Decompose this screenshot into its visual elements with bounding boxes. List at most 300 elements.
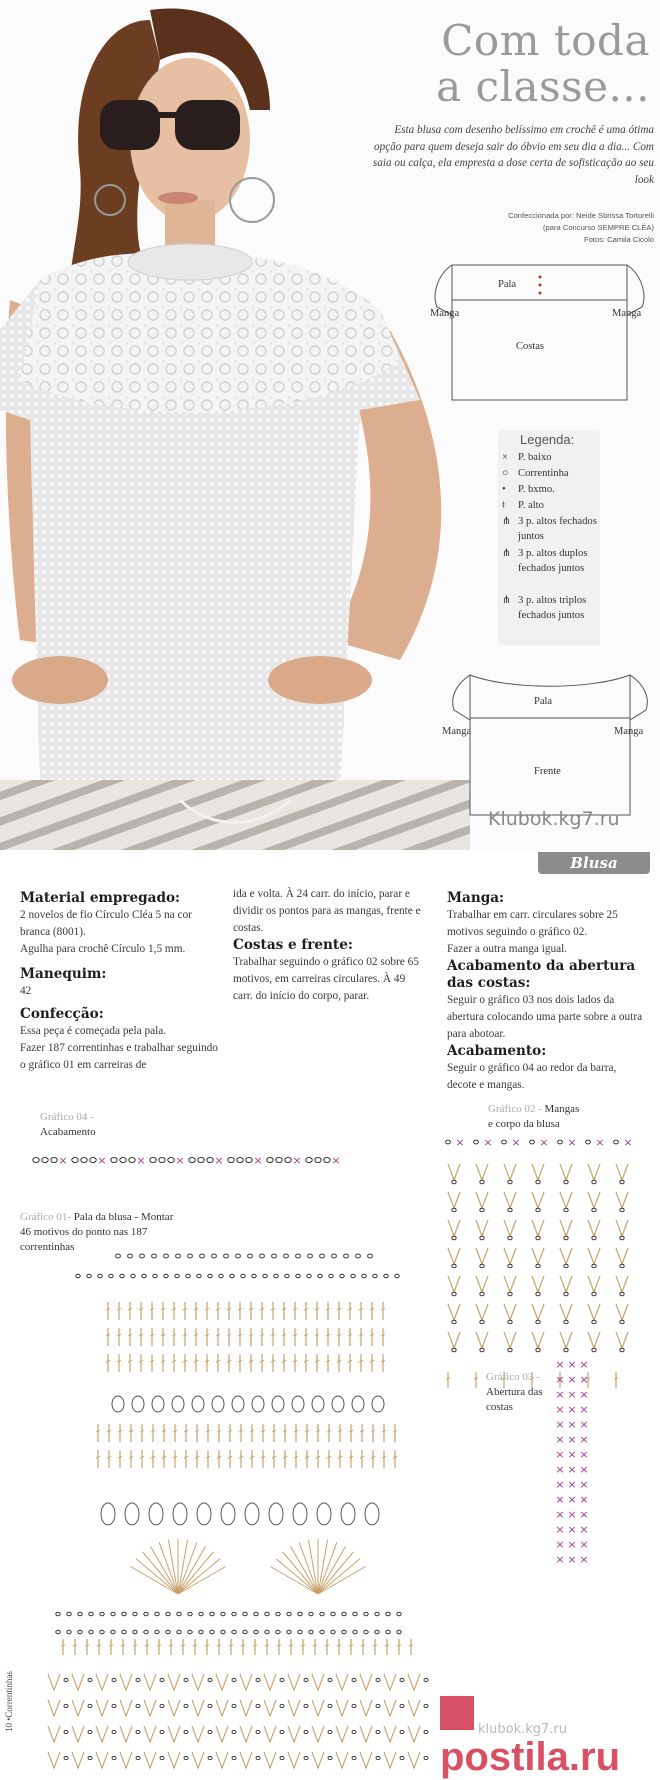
chain-stitch bbox=[76, 1274, 80, 1278]
v-stitch bbox=[532, 1192, 544, 1208]
manga-text-2: Fazer a outra manga igual. bbox=[447, 943, 568, 955]
chain-stitch bbox=[160, 1756, 164, 1759]
chain-stitch bbox=[188, 1254, 193, 1258]
chain-stitch bbox=[331, 1612, 335, 1616]
chain-stitch bbox=[160, 1730, 164, 1733]
v-stitch bbox=[560, 1276, 572, 1292]
v-stitch bbox=[168, 1700, 180, 1716]
chain-stitch bbox=[285, 1157, 291, 1162]
chain-stitch bbox=[287, 1612, 291, 1616]
chain-stitch bbox=[309, 1612, 313, 1616]
single-stitch: × bbox=[555, 1478, 565, 1491]
chain-stitch bbox=[328, 1730, 332, 1733]
chain-stitch bbox=[296, 1254, 301, 1258]
chain-stitch bbox=[364, 1612, 368, 1616]
v-stitch bbox=[616, 1164, 628, 1180]
chain-stitch bbox=[276, 1630, 280, 1634]
v-stitch bbox=[72, 1700, 84, 1716]
material-text-2: Agulha para crochê Círculo 1,5 mm. bbox=[20, 943, 186, 955]
v-stitch bbox=[336, 1726, 348, 1742]
x-stitch-icon: × bbox=[502, 452, 508, 463]
v-stitch bbox=[288, 1674, 300, 1690]
single-stitch: × bbox=[97, 1154, 107, 1167]
v-stitch bbox=[588, 1192, 600, 1208]
chain-stitch bbox=[197, 1274, 201, 1278]
single-stitch: × bbox=[175, 1154, 185, 1167]
chain-stitch bbox=[272, 1254, 277, 1258]
v-stitch bbox=[560, 1248, 572, 1264]
grafico-04-caption: Acabamento bbox=[40, 1126, 96, 1138]
headline-line-1: Com toda bbox=[441, 16, 650, 65]
grafico-01-caption-3: correntinhas bbox=[20, 1241, 75, 1253]
v-stitch bbox=[120, 1752, 132, 1768]
chain-stitch bbox=[246, 1157, 252, 1162]
chain-stitch bbox=[144, 1612, 148, 1616]
v-stitch bbox=[476, 1332, 488, 1348]
v-stitch bbox=[560, 1332, 572, 1348]
chain-stitch bbox=[285, 1274, 289, 1278]
material-text-1: 2 novelos de fio Círculo Cléa 5 na cor branca (8001). bbox=[20, 909, 192, 938]
cluster-stitch bbox=[293, 1503, 307, 1525]
legend-label: P. baixo bbox=[518, 452, 552, 463]
single-stitch: × bbox=[214, 1154, 224, 1167]
magazine-bottom-page bbox=[0, 852, 660, 1779]
article-credits bbox=[420, 210, 654, 246]
v-stitch bbox=[48, 1674, 60, 1690]
cluster-3dc-icon: ⋔ bbox=[502, 516, 511, 527]
grafico-04-title bbox=[40, 1110, 96, 1140]
credit-photos: Fotos: Camila Cicolo bbox=[583, 235, 654, 244]
chain-stitch bbox=[352, 1678, 356, 1681]
chain-stitch bbox=[111, 1630, 115, 1634]
chain-stitch bbox=[221, 1630, 225, 1634]
v-stitch bbox=[288, 1752, 300, 1768]
single-stitch: × bbox=[539, 1136, 549, 1149]
v-stitch bbox=[192, 1700, 204, 1716]
v-stitch bbox=[408, 1674, 420, 1690]
chain-stitch bbox=[184, 1704, 188, 1707]
legend-label: Correntinha bbox=[518, 468, 569, 479]
confeccao-text-3: ida e volta. À 24 carr. do início, parar e dividir os pontos para as mangas, frente e costas. bbox=[233, 888, 421, 934]
v-stitch bbox=[360, 1674, 372, 1690]
legend-item-3-duplos bbox=[502, 546, 600, 576]
chain-stitch bbox=[200, 1254, 205, 1258]
chain-stitch bbox=[208, 1274, 212, 1278]
cluster-stitch bbox=[317, 1503, 331, 1525]
single-stitch: × bbox=[555, 1403, 565, 1416]
v-stitch bbox=[616, 1248, 628, 1264]
cluster-stitch bbox=[172, 1396, 184, 1412]
column-middle bbox=[233, 886, 425, 1005]
chain-stitch bbox=[155, 1612, 159, 1616]
v-stitch bbox=[264, 1726, 276, 1742]
v-stitch bbox=[448, 1304, 460, 1320]
chain-stitch bbox=[256, 1678, 260, 1681]
chain-stitch bbox=[87, 1274, 91, 1278]
chain-stitch bbox=[64, 1704, 68, 1707]
grafico-02-chart bbox=[446, 1136, 633, 1388]
confeccao-text-2: Fazer 187 correntinhas e trabalhar seguindo o gráfico 01 em carreiras de bbox=[20, 1042, 218, 1071]
grafico-03-chart bbox=[555, 1358, 588, 1566]
chain-stitch bbox=[320, 1254, 325, 1258]
v-stitch bbox=[504, 1276, 516, 1292]
chain-stitch bbox=[340, 1274, 344, 1278]
fan-stitch bbox=[270, 1567, 318, 1595]
v-stitch bbox=[532, 1164, 544, 1180]
v-stitch bbox=[264, 1674, 276, 1690]
chain-stitch bbox=[304, 1678, 308, 1681]
grafico-01-label: Gráfico 01- bbox=[20, 1211, 72, 1223]
chain-stitch bbox=[111, 1157, 117, 1162]
chain-stitch bbox=[221, 1612, 225, 1616]
chain-stitch bbox=[72, 1157, 78, 1162]
chain-stitch bbox=[384, 1274, 388, 1278]
cluster-stitch bbox=[341, 1503, 355, 1525]
chain-stitch bbox=[208, 1730, 212, 1733]
legend-item-3-triplos bbox=[502, 593, 600, 623]
chain-stitch bbox=[184, 1678, 188, 1681]
legend-item-p-alto bbox=[502, 498, 600, 513]
chain-stitch bbox=[136, 1756, 140, 1759]
v-stitch bbox=[476, 1276, 488, 1292]
chain-stitch bbox=[474, 1140, 479, 1144]
v-stitch bbox=[384, 1726, 396, 1742]
v-stitch bbox=[48, 1726, 60, 1742]
chain-stitch bbox=[309, 1630, 313, 1634]
legend-label: 3 p. altos triplos fechados juntos bbox=[518, 595, 587, 621]
cluster-stitch bbox=[101, 1503, 115, 1525]
v-stitch bbox=[476, 1220, 488, 1236]
chain-stitch bbox=[332, 1254, 337, 1258]
v-stitch bbox=[72, 1752, 84, 1768]
single-stitch: × bbox=[579, 1508, 589, 1521]
chain-stitch bbox=[210, 1612, 214, 1616]
chain-stitch bbox=[502, 1140, 507, 1144]
chain-stitch bbox=[256, 1730, 260, 1733]
cluster-stitch bbox=[149, 1503, 163, 1525]
chain-stitch bbox=[150, 1157, 156, 1162]
chain-stitch bbox=[304, 1756, 308, 1759]
v-stitch bbox=[120, 1700, 132, 1716]
legend-item-p-bxmo bbox=[502, 482, 600, 497]
chain-stitch bbox=[304, 1730, 308, 1733]
chain-stitch bbox=[155, 1630, 159, 1634]
chain-stitch bbox=[232, 1630, 236, 1634]
cluster-stitch bbox=[252, 1396, 264, 1412]
grafico-01-caption-2: 46 motivos do ponto nas 187 bbox=[20, 1226, 148, 1238]
chain-stitch bbox=[177, 1630, 181, 1634]
single-stitch: × bbox=[579, 1553, 589, 1566]
single-stitch: × bbox=[555, 1508, 565, 1521]
chain-stitch bbox=[248, 1254, 253, 1258]
v-stitch bbox=[532, 1304, 544, 1320]
chain-stitch bbox=[153, 1274, 157, 1278]
chain-stitch bbox=[320, 1630, 324, 1634]
chain-stitch bbox=[424, 1756, 428, 1759]
chain-stitch bbox=[614, 1140, 619, 1144]
v-stitch bbox=[240, 1700, 252, 1716]
cluster-stitch bbox=[272, 1396, 284, 1412]
single-stitch: × bbox=[136, 1154, 146, 1167]
v-stitch bbox=[408, 1752, 420, 1768]
cluster-stitch bbox=[292, 1396, 304, 1412]
chain-stitch bbox=[188, 1612, 192, 1616]
v-stitch bbox=[96, 1752, 108, 1768]
v-stitch bbox=[616, 1332, 628, 1348]
chain-stitch bbox=[160, 1704, 164, 1707]
chain-stitch bbox=[331, 1630, 335, 1634]
v-stitch bbox=[288, 1700, 300, 1716]
chain-stitch bbox=[328, 1756, 332, 1759]
v-stitch bbox=[384, 1752, 396, 1768]
single-stitch: × bbox=[555, 1523, 565, 1536]
v-stitch bbox=[216, 1674, 228, 1690]
chain-stitch bbox=[166, 1612, 170, 1616]
chain-stitch bbox=[375, 1630, 379, 1634]
v-stitch bbox=[408, 1726, 420, 1742]
single-stitch: × bbox=[579, 1448, 589, 1461]
chain-stitch bbox=[67, 1612, 71, 1616]
single-stitch: × bbox=[555, 1553, 565, 1566]
single-stitch: × bbox=[58, 1154, 68, 1167]
v-stitch bbox=[120, 1726, 132, 1742]
single-stitch: × bbox=[567, 1136, 577, 1149]
chain-stitch bbox=[188, 1630, 192, 1634]
v-stitch bbox=[560, 1164, 572, 1180]
chain-stitch bbox=[184, 1756, 188, 1759]
back-schematic bbox=[432, 255, 652, 405]
cluster-3dtr-icon: ⋔ bbox=[502, 595, 511, 606]
single-stitch: × bbox=[253, 1154, 263, 1167]
column-right bbox=[447, 890, 647, 1094]
v-stitch bbox=[312, 1726, 324, 1742]
chain-stitch bbox=[33, 1157, 39, 1162]
chain-stitch bbox=[256, 1704, 260, 1707]
slip-stitch-icon: • bbox=[502, 484, 506, 495]
v-stitch bbox=[448, 1276, 460, 1292]
chain-stitch bbox=[243, 1630, 247, 1634]
v-stitch bbox=[616, 1192, 628, 1208]
v-stitch bbox=[532, 1248, 544, 1264]
grafico-01-title bbox=[20, 1210, 173, 1255]
chain-stitch bbox=[219, 1274, 223, 1278]
fan-stitch bbox=[178, 1567, 226, 1595]
single-stitch: × bbox=[567, 1403, 577, 1416]
single-stitch: × bbox=[579, 1463, 589, 1476]
cluster-stitch bbox=[245, 1503, 259, 1525]
chain-stitch bbox=[306, 1157, 312, 1162]
single-stitch: × bbox=[455, 1136, 465, 1149]
v-stitch bbox=[192, 1674, 204, 1690]
chain-stitch bbox=[232, 1678, 236, 1681]
chain-stitch bbox=[64, 1730, 68, 1733]
grafico-03-title bbox=[486, 1370, 543, 1415]
single-stitch: × bbox=[555, 1358, 565, 1371]
column-left bbox=[20, 890, 220, 1074]
grafico-01-caption-1: Pala da blusa - Montar bbox=[73, 1211, 174, 1223]
v-stitch bbox=[144, 1700, 156, 1716]
chain-stitch bbox=[168, 1157, 174, 1162]
chain-stitch bbox=[142, 1274, 146, 1278]
chain-stitch bbox=[353, 1630, 357, 1634]
chain-stitch bbox=[324, 1157, 330, 1162]
chain-stitch bbox=[586, 1140, 591, 1144]
abertura-heading: Acabamento da abertura das costas: bbox=[447, 958, 636, 991]
single-stitch: × bbox=[555, 1433, 565, 1446]
chain-stitch bbox=[308, 1254, 313, 1258]
v-stitch bbox=[48, 1700, 60, 1716]
v-stitch bbox=[448, 1332, 460, 1348]
cluster-stitch bbox=[112, 1396, 124, 1412]
fan-stitch bbox=[283, 1552, 318, 1594]
v-stitch bbox=[588, 1276, 600, 1292]
v-stitch bbox=[192, 1752, 204, 1768]
v-stitch bbox=[264, 1700, 276, 1716]
v-stitch bbox=[560, 1220, 572, 1236]
v-stitch bbox=[96, 1700, 108, 1716]
chain-stitch bbox=[284, 1254, 289, 1258]
v-stitch bbox=[72, 1674, 84, 1690]
chain-stitch bbox=[136, 1730, 140, 1733]
chain-stitch bbox=[88, 1678, 92, 1681]
legend-item-correntinha bbox=[502, 466, 600, 481]
chain-stitch bbox=[280, 1678, 284, 1681]
chain-stitch bbox=[198, 1157, 204, 1162]
chain-stitch bbox=[287, 1630, 291, 1634]
single-stitch: × bbox=[567, 1523, 577, 1536]
v-stitch bbox=[96, 1726, 108, 1742]
back-manga-right-label: Manga bbox=[612, 308, 642, 319]
v-stitch bbox=[504, 1220, 516, 1236]
v-stitch bbox=[588, 1248, 600, 1264]
v-stitch bbox=[48, 1752, 60, 1768]
chain-stitch bbox=[265, 1612, 269, 1616]
cluster-stitch bbox=[352, 1396, 364, 1412]
v-stitch bbox=[504, 1304, 516, 1320]
acabamento-heading: Acabamento: bbox=[447, 1043, 547, 1059]
chain-stitch bbox=[342, 1612, 346, 1616]
chain-stitch bbox=[100, 1630, 104, 1634]
v-stitch bbox=[336, 1752, 348, 1768]
single-stitch: × bbox=[567, 1538, 577, 1551]
chain-stitch bbox=[120, 1274, 124, 1278]
single-stitch: × bbox=[567, 1373, 577, 1386]
chain-stitch bbox=[224, 1254, 229, 1258]
chain-stitch bbox=[320, 1612, 324, 1616]
chain-stitch bbox=[232, 1704, 236, 1707]
chain-stitch bbox=[274, 1274, 278, 1278]
watermark-klubok-bottom: klubok.kg7.ru bbox=[478, 1722, 568, 1737]
v-stitch bbox=[532, 1220, 544, 1236]
chain-stitch bbox=[133, 1630, 137, 1634]
chain-stitch bbox=[112, 1678, 116, 1681]
chain-stitch bbox=[232, 1756, 236, 1759]
fan-stitch bbox=[130, 1567, 178, 1595]
fan-stitch bbox=[143, 1552, 178, 1594]
v-stitch bbox=[360, 1752, 372, 1768]
chain-stitch bbox=[254, 1630, 258, 1634]
single-stitch: × bbox=[555, 1418, 565, 1431]
chain-stitch bbox=[88, 1756, 92, 1759]
chain-stitch bbox=[89, 1630, 93, 1634]
chain-stitch bbox=[400, 1704, 404, 1707]
single-stitch: × bbox=[555, 1448, 565, 1461]
chain-stitch bbox=[352, 1756, 356, 1759]
back-body-label: Costas bbox=[516, 341, 545, 352]
v-stitch bbox=[96, 1674, 108, 1690]
chain-stitch bbox=[210, 1630, 214, 1634]
chain-stitch bbox=[64, 1678, 68, 1681]
manga-heading: Manga: bbox=[447, 890, 505, 906]
front-schematic bbox=[442, 670, 650, 820]
v-stitch bbox=[504, 1192, 516, 1208]
chain-stitch bbox=[376, 1704, 380, 1707]
chain-stitch bbox=[397, 1630, 401, 1634]
single-stitch: × bbox=[567, 1478, 577, 1491]
single-stitch: × bbox=[567, 1493, 577, 1506]
chain-stitch bbox=[351, 1274, 355, 1278]
chain-stitch bbox=[160, 1678, 164, 1681]
v-stitch bbox=[120, 1674, 132, 1690]
front-manga-left-label: Manga bbox=[442, 726, 472, 737]
chain-stitch bbox=[133, 1612, 137, 1616]
cluster-stitch bbox=[192, 1396, 204, 1412]
chain-stitch bbox=[260, 1254, 265, 1258]
chain-stitch bbox=[230, 1274, 234, 1278]
single-stitch: × bbox=[511, 1136, 521, 1149]
chain-stitch bbox=[356, 1254, 361, 1258]
grafico-03-label: Gráfico 03 - bbox=[486, 1371, 540, 1383]
chain-stitch bbox=[558, 1140, 563, 1144]
single-stitch: × bbox=[555, 1463, 565, 1476]
single-stitch: × bbox=[567, 1463, 577, 1476]
manga-text-1: Trabalhar em carr. circulares sobre 25 motivos seguindo o gráfico 02. bbox=[447, 909, 618, 938]
v-stitch bbox=[360, 1726, 372, 1742]
chain-stitch bbox=[111, 1612, 115, 1616]
chain-stitch bbox=[51, 1157, 57, 1162]
v-stitch bbox=[532, 1276, 544, 1292]
cluster-stitch bbox=[372, 1396, 384, 1412]
v-stitch bbox=[168, 1674, 180, 1690]
chain-stitch bbox=[67, 1630, 71, 1634]
chain-stitch bbox=[298, 1630, 302, 1634]
single-stitch: × bbox=[579, 1478, 589, 1491]
chain-stitch bbox=[78, 1630, 82, 1634]
back-schematic-drawing bbox=[432, 255, 652, 405]
grafico-04-chart bbox=[33, 1154, 341, 1167]
chain-stitch bbox=[243, 1612, 247, 1616]
back-manga-left-label: Manga bbox=[430, 308, 460, 319]
v-stitch bbox=[216, 1752, 228, 1768]
chain-stitch bbox=[307, 1274, 311, 1278]
chain-stitch bbox=[280, 1730, 284, 1733]
chain-stitch bbox=[400, 1756, 404, 1759]
chain-stitch bbox=[56, 1630, 60, 1634]
costas-frente-text: Trabalhar seguindo o gráfico 02 sobre 65 motivos, em carreiras circulares. À 49 carr. do início do corpo, parar. bbox=[233, 956, 419, 1002]
chain-stitch bbox=[298, 1612, 302, 1616]
double-crochet-icon: ǂ bbox=[502, 500, 505, 511]
credit-author: Confeccionada por: Neide Sbrissa Tortorelli bbox=[508, 211, 654, 220]
chain-stitch bbox=[318, 1274, 322, 1278]
cluster-stitch bbox=[173, 1503, 187, 1525]
fan-stitch bbox=[178, 1552, 213, 1594]
front-manga-right-label: Manga bbox=[614, 726, 644, 737]
chain-stitch bbox=[329, 1274, 333, 1278]
single-stitch: × bbox=[567, 1418, 577, 1431]
chain-stitch bbox=[166, 1630, 170, 1634]
fan-stitch bbox=[318, 1552, 353, 1594]
single-stitch: × bbox=[567, 1358, 577, 1371]
